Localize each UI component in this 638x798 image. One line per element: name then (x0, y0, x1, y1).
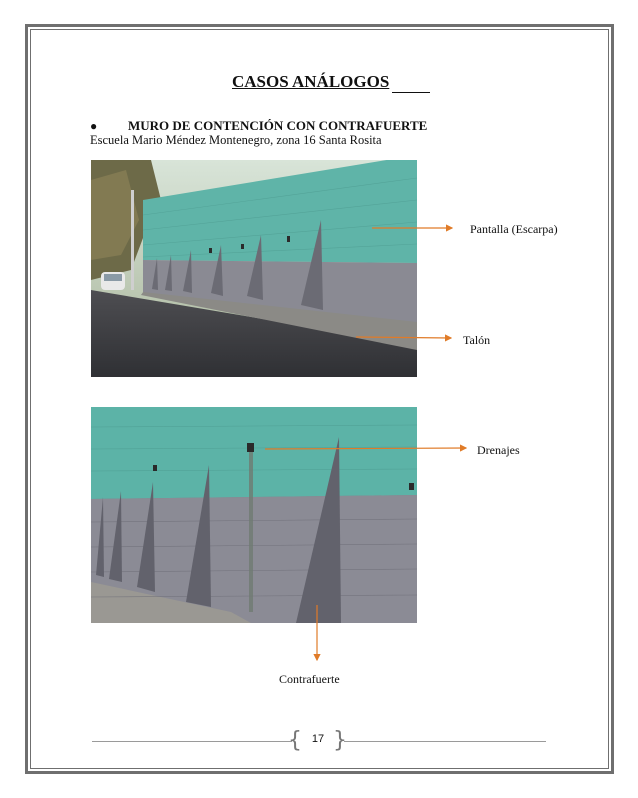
arrow-drenajes (265, 448, 466, 449)
page-number-bracket-left: { (288, 728, 302, 753)
label-talon: Talón (463, 333, 491, 347)
page-number-bracket-right: } (333, 728, 347, 753)
bullet-icon: ● (90, 119, 98, 133)
page-title: CASOS ANÁLOGOS (232, 72, 390, 91)
label-contrafuerte: Contrafuerte (279, 672, 340, 686)
label-drenajes: Drenajes (477, 443, 520, 457)
page-number: 17 (311, 733, 325, 745)
arrow-talon (356, 337, 451, 338)
footer-rule-right (344, 741, 546, 742)
label-pantalla: Pantalla (Escarpa) (470, 222, 558, 236)
section-heading: MURO DE CONTENCIÓN CON CONTRAFUERTE (128, 118, 428, 133)
section-subtitle: Escuela Mario Méndez Montenegro, zona 16 Santa Rosita (90, 133, 382, 147)
footer-rule-left (92, 741, 292, 742)
